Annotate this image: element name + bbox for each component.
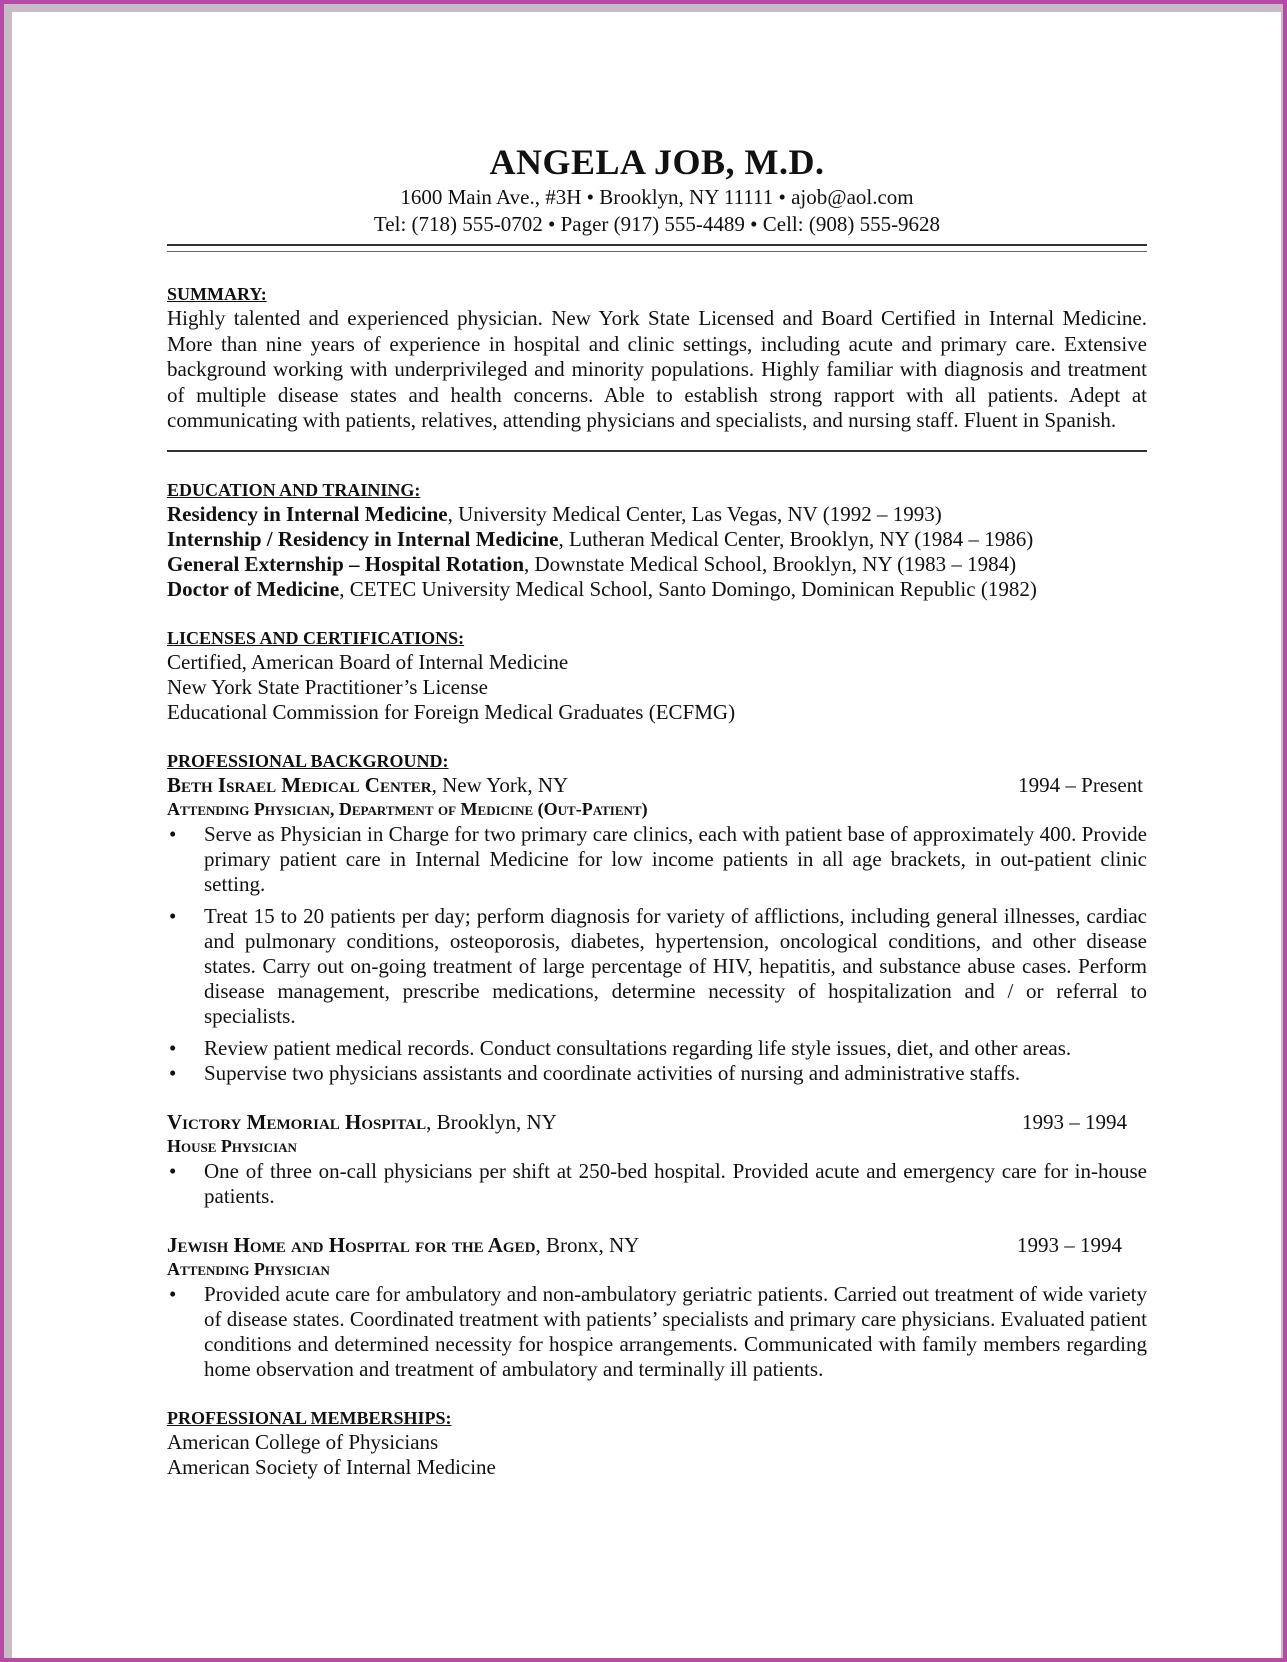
bullet-icon: • <box>169 821 177 846</box>
job-entry <box>167 1110 1147 1209</box>
education-degree: General Externship – Hospital Rotation <box>167 551 525 576</box>
education-item <box>167 502 1147 527</box>
education-degree: Internship / Residency in Internal Medicine <box>167 526 559 551</box>
education-degree: Residency in Internal Medicine <box>167 501 448 526</box>
phone-line: Tel: (718) 555-0702 • Pager (917) 555-4489 • Cell: (908) 555-9628 <box>373 212 941 236</box>
job-employer: Jewish Home and Hospital for the Aged <box>167 1232 536 1257</box>
membership-item: American College of Physicians <box>167 1429 439 1454</box>
job-employer-line <box>167 1110 557 1135</box>
job-header <box>167 1233 1147 1258</box>
license-item: Educational Commission for Foreign Medical Graduates (ECFMG) <box>167 699 736 724</box>
membership-item: American Society of Internal Medicine <box>167 1454 496 1479</box>
licenses-section <box>167 626 1147 725</box>
list-item <box>167 1282 1147 1382</box>
job-bullets <box>167 1159 1147 1209</box>
list-item <box>167 822 1147 897</box>
summary-heading: SUMMARY: <box>167 284 267 304</box>
education-detail: , CETEC University Medical School, Santo Domingo, Dominican Republic (1982) <box>339 576 1037 601</box>
job-bullets <box>167 1282 1147 1382</box>
education-degree: Doctor of Medicine <box>167 576 340 601</box>
resume-content <box>167 140 1147 1480</box>
bullet-text: Serve as Physician in Charge for two primary care clinics, each with patient base of approximately 400. Provide primary patient care in Internal Medicine for low income patients in all age brackets, in out-patient clinic setting. <box>204 821 1147 896</box>
job-bullets <box>167 822 1147 1086</box>
job-employer: Victory Memorial Hospital <box>167 1109 427 1134</box>
bullet-text: One of three on-call physicians per shift at 250-bed hospital. Provided acute and emergency care for in-house patients. <box>204 1158 1147 1208</box>
education-detail: , Downstate Medical School, Brooklyn, NY (1983 – 1984) <box>524 551 1017 576</box>
license-item: Certified, American Board of Internal Medicine <box>167 649 569 674</box>
education-section <box>167 478 1147 602</box>
licenses-heading: LICENSES AND CERTIFICATIONS: <box>167 627 465 648</box>
background-heading: PROFESSIONAL BACKGROUND: <box>167 750 449 771</box>
address-line: 1600 Main Ave., #3H • Brooklyn, NY 11111 • ajob@aol.com <box>400 185 914 209</box>
job-header <box>167 1110 1147 1135</box>
memberships-heading: PROFESSIONAL MEMBERSHIPS: <box>167 1407 452 1428</box>
list-item <box>167 1061 1147 1086</box>
job-title: Attending Physician, Department of Medicine (Out-Patient) <box>167 798 648 819</box>
job-employer-line <box>167 1233 639 1258</box>
background-section <box>167 749 1147 1382</box>
education-detail: , Lutheran Medical Center, Brooklyn, NY (1984 – 1986) <box>558 526 1034 551</box>
license-item: New York State Practitioner’s License <box>167 674 488 699</box>
header-divider <box>167 244 1147 252</box>
job-location: , New York, NY <box>431 772 569 797</box>
resume-page <box>12 12 1281 1658</box>
education-item <box>167 527 1147 552</box>
job-employer: Beth Israel Medical Center <box>167 772 432 797</box>
job-entry <box>167 1233 1147 1382</box>
job-dates: 1993 – 1994 <box>1022 1109 1127 1134</box>
job-dates: 1994 – Present <box>1018 772 1143 797</box>
bullet-icon: • <box>169 1060 177 1085</box>
job-location: , Bronx, NY <box>535 1232 640 1257</box>
job-dates: 1993 – 1994 <box>1017 1232 1122 1257</box>
bullet-text: Review patient medical records. Conduct consultations regarding life style issues, diet, and other areas. <box>204 1035 1072 1060</box>
memberships-section <box>167 1406 1147 1480</box>
education-heading: EDUCATION AND TRAINING: <box>167 479 421 500</box>
job-employer-line <box>167 773 568 798</box>
bullet-icon: • <box>169 1035 177 1060</box>
job-title: House Physician <box>167 1135 297 1156</box>
education-item <box>167 577 1147 602</box>
job-location: , Brooklyn, NY <box>426 1109 557 1134</box>
job-entry <box>167 773 1147 1086</box>
education-item <box>167 552 1147 577</box>
job-title: Attending Physician <box>167 1258 330 1279</box>
list-item <box>167 1036 1147 1061</box>
candidate-name: ANGELA JOB, M.D. <box>489 142 825 182</box>
bullet-text: Treat 15 to 20 patients per day; perform diagnosis for variety of afflictions, including general illnesses, cardiac and pulmonary conditions, osteoporosis, diabetes, hypertension, oncological conditions, and other disease states. Carry out on-going treatment of large percentage of HIV, hepatitis, and substance abuse cases. Perform disease management, prescribe medications, determine necessity of hospitalization and / or referral to specialists. <box>204 903 1147 1028</box>
summary-text: Highly talented and experienced physician. New York State Licensed and Board Certified in Internal Medicine. More than nine years of experience in hospital and clinic settings, including acute and primary care. Extensive background working with underprivileged and minority populations. Highly familiar with diagnosis and treatment of multiple disease states and health concerns. Able to establish strong rapport with all patients. Adept at communicating with patients, relatives, attending physicians and specialists, and nursing staff. Fluent in Spanish. <box>167 306 1147 432</box>
bullet-icon: • <box>169 1158 177 1183</box>
bullet-icon: • <box>169 903 177 928</box>
job-header <box>167 773 1147 798</box>
summary-section <box>167 282 1147 434</box>
list-item <box>167 1159 1147 1209</box>
list-item <box>167 904 1147 1029</box>
bullet-icon: • <box>169 1281 177 1306</box>
bullet-text: Supervise two physicians assistants and coordinate activities of nursing and administrative staffs. <box>204 1060 1021 1085</box>
bullet-text: Provided acute care for ambulatory and non-ambulatory geriatric patients. Carried out treatment of wide variety of disease states. Coordinated treatment with patients’ specialists and primary care physicians. Evaluated patient conditions and determined necessity for hospice arrangements. Communicated with family members regarding home observation and treatment of ambulatory and terminally ill patients. <box>204 1281 1147 1381</box>
education-detail: , University Medical Center, Las Vegas, NV (1992 – 1993) <box>447 501 942 526</box>
